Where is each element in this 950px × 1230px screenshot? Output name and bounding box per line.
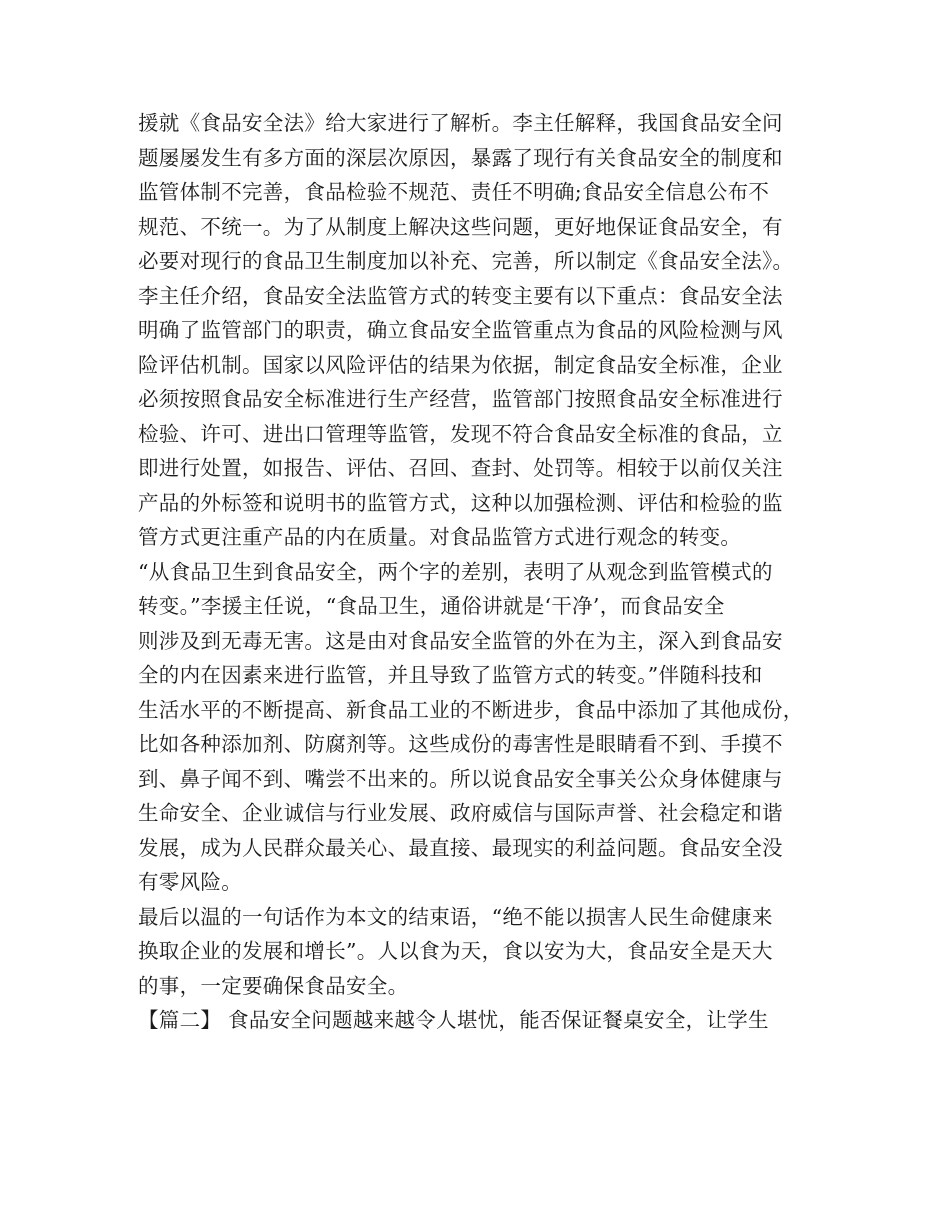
text-line: 最后以温的一句话作为本文的结束语，“绝不能以损害人民生命健康来 (138, 904, 773, 929)
text-line: 比如各种添加剂、防腐剂等。这些成份的毒害性是眼睛看不到、手摸不 (138, 732, 783, 756)
text-line: 必要对现行的食品卫生制度加以补充、完善，所以制定《食品安全法》。 (138, 249, 794, 273)
text-line: 换取企业的发展和增长”。人以食为天，食以安为大，食品安全是天大 (138, 939, 773, 963)
text-line: “从食品卫生到食品安全，两个字的差别，表明了从观念到监管模式的 (138, 559, 773, 584)
text-line: 险评估机制。国家以风险评估的结果为依据，制定食品安全标准，企业 (138, 352, 783, 377)
text-line: 监管体制不完善，食品检验不规范、责任不明确;食品安全信息公布不 (138, 180, 770, 204)
text-line: 规范、不统一。为了从制度上解决这些问题，更好地保证食品安全，有 (138, 214, 783, 239)
text-line: 转变。”李援主任说，“食品卫生，通俗讲就是‘干净’，而食品安全 (138, 594, 725, 618)
text-line: 明确了监管部门的职责，确立食品安全监管重点为食品的风险检测与风 (138, 318, 783, 342)
text-line: 即进行处置，如报告、评估、召回、查封、处罚等。相较于以前仅关注 (138, 456, 783, 480)
text-line: 到、鼻子闻不到、嘴尝不出来的。所以说食品安全事关公众身体健康与 (138, 766, 783, 791)
text-line: 必须按照食品安全标准进行生产经营，监管部门按照食品安全标准进行 (138, 387, 783, 411)
text-line: 则涉及到无毒无害。这是由对食品安全监管的外在为主，深入到食品安 (138, 628, 783, 653)
section-heading-line: 【篇二】 食品安全问题越来越令人堪忧，能否保证餐桌安全，让学生 (138, 1008, 769, 1032)
document-body (138, 106, 828, 1038)
text-line: 援就《食品安全法》给大家进行了解析。李主任解释，我国食品安全问 (138, 111, 783, 135)
text-line: 有零风险。 (138, 870, 242, 894)
text-line: 产品的外标签和说明书的监管方式，这种以加强检测、评估和检验的监 (138, 490, 783, 515)
text-line: 发展，成为人民群众最关心、最直接、最现实的利益问题。食品安全没 (138, 835, 783, 860)
text-line: 的事，一定要确保食品安全。 (138, 973, 409, 998)
text-line: 全的内在因素来进行监管，并且导致了监管方式的转变。”伴随科技和 (138, 663, 763, 687)
text-line: 李主任介绍，食品安全法监管方式的转变主要有以下重点：食品安全法 (138, 283, 783, 308)
text-line: 管方式更注重产品的内在质量。对食品监管方式进行观念的转变。 (138, 525, 742, 549)
text-line: 生活水平的不断提高、新食品工业的不断进步，食品中添加了其他成份， (138, 697, 804, 722)
text-line: 生命安全、企业诚信与行业发展、政府威信与国际声誉、社会稳定和谐 (138, 801, 783, 825)
text-line: 检验、许可、进出口管理等监管，发现不符合食品安全标准的食品，立 (138, 421, 783, 446)
text-line: 题屡屡发生有多方面的深层次原因，暴露了现行有关食品安全的制度和 (138, 145, 783, 170)
